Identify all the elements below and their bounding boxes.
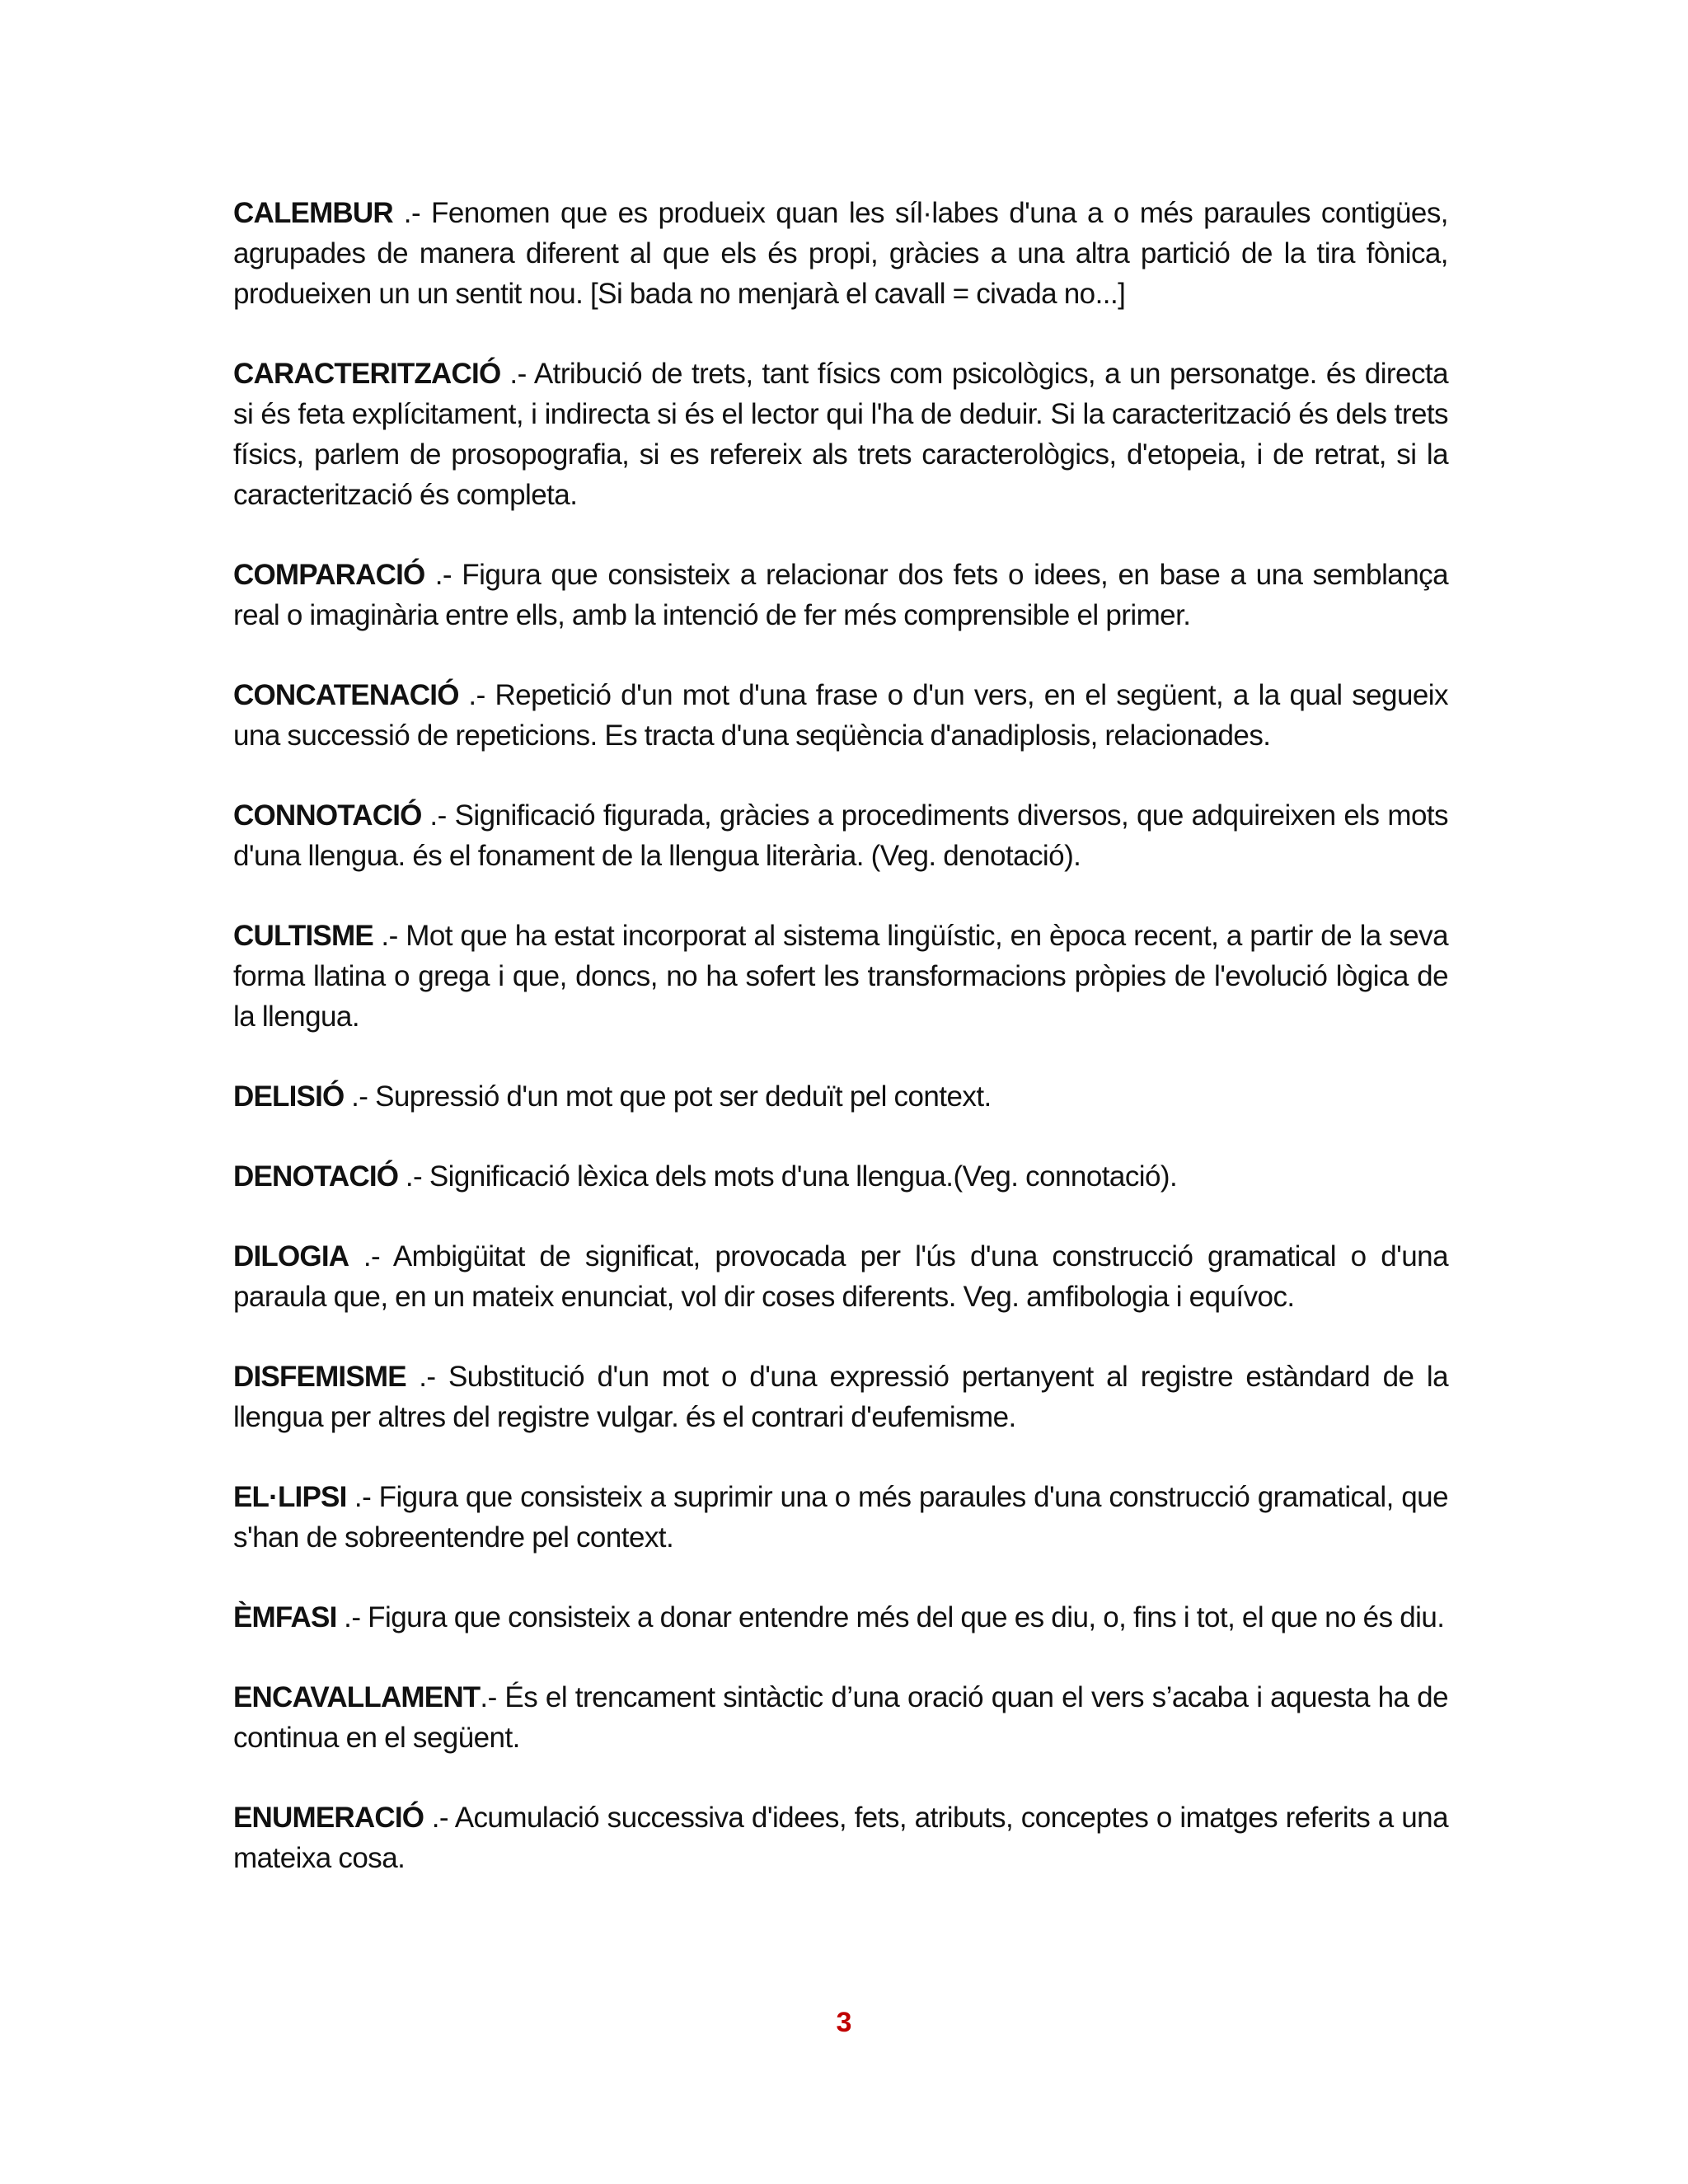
glossary-entry: [233, 795, 1448, 876]
entry-definition: Repetició d'un mot d'una frase o d'un vers, en el següent, a la qual segueix una successió de repeticions. Es tracta d'una seqüència d'anadiplosis, relacionades.: [233, 679, 1448, 752]
entry-separator: .-: [344, 1080, 376, 1113]
entry-term: DILOGIA: [233, 1240, 349, 1272]
entry-term: CONNOTACIÓ: [233, 799, 422, 832]
glossary-entry: [233, 1156, 1448, 1197]
page-number: 3: [836, 2007, 852, 2038]
entry-separator: .-: [349, 1240, 393, 1272]
entry-term: CONCATENACIÓ: [233, 679, 459, 711]
glossary-entry: [233, 1357, 1448, 1437]
entry-separator: .-: [336, 1601, 368, 1633]
entry-term: CULTISME: [233, 920, 373, 952]
entry-term: ENUMERACIÓ: [233, 1802, 424, 1834]
entry-term: ENCAVALLAMENT: [233, 1681, 481, 1713]
entry-definition: Substitució d'un mot o d'una expressió pertanyent al registre estàndard de la llengua per altres del registre vulgar. és el contrari d'eufemisme.: [233, 1361, 1448, 1433]
entry-separator: .-: [424, 1802, 455, 1834]
glossary-entry: [233, 1236, 1448, 1317]
entry-term: DELISIÓ: [233, 1080, 345, 1113]
entry-definition: Atribució de trets, tant físics com psicològics, a un personatge. és directa si és feta explícitament, i indirecta si és el lector qui l'ha de deduir. Si la caracterització és dels trets físics, parlem de prosopografia, si es refereix als trets caracterològics, d'etopeia, i de retrat, si la caracterització és completa.: [233, 358, 1448, 511]
entry-term: DISFEMISME: [233, 1361, 406, 1393]
entry-term: COMPARACIÓ: [233, 559, 425, 591]
entry-definition: Figura que consisteix a suprimir una o més paraules d'una construcció gramatical, que s'han de sobreentendre pel context.: [233, 1481, 1448, 1554]
entry-definition: Acumulació successiva d'idees, fets, atributs, conceptes o imatges referits a una mateixa cosa.: [233, 1802, 1448, 1874]
entry-separator: .-: [424, 559, 462, 591]
entry-separator: .-: [373, 920, 406, 952]
entry-term: ÈMFASI: [233, 1601, 337, 1633]
entry-separator: .-: [406, 1361, 448, 1393]
entry-separator: .-: [458, 679, 495, 711]
entry-definition: Significació lèxica dels mots d'una llengua.(Veg. connotació).: [429, 1160, 1178, 1193]
glossary-entry: [233, 675, 1448, 756]
entry-separator: .-: [398, 1160, 429, 1193]
entry-separator: .-: [480, 1681, 505, 1713]
glossary-entry: [233, 193, 1448, 314]
glossary-entry: [233, 555, 1448, 635]
entry-definition: És el trencament sintàctic d’una oració quan el vers s’acaba i aquesta ha de continua en el següent.: [233, 1681, 1448, 1754]
glossary-entry: [233, 1477, 1448, 1558]
entry-definition: Mot que ha estat incorporat al sistema lingüístic, en època recent, a partir de la seva forma llatina o grega i que, doncs, no ha sofert les transformacions pròpies de l'evolució lògica de la llengua.: [233, 920, 1448, 1033]
entry-definition: Figura que consisteix a relacionar dos fets o idees, en base a una semblança real o imaginària entre ells, amb la intenció de fer més comprensible el primer.: [233, 559, 1448, 631]
entry-separator: .-: [421, 799, 455, 832]
entry-definition: Fenomen que es produeix quan les síl·labes d'una a o més paraules contigües, agrupades de manera diferent al que els és propi, gràcies a una altra partició de la tira fònica, produeixen un un sentit nou. [Si bada no menjarà el cavall = civada no...]: [233, 197, 1448, 310]
glossary-entry: [233, 1797, 1448, 1878]
glossary-entry: [233, 1597, 1448, 1638]
glossary-entry: [233, 1076, 1448, 1117]
entry-definition: Ambigüitat de significat, provocada per l'ús d'una construcció gramatical o d'una paraula que, en un mateix enunciat, vol dir coses diferents. Veg. amfibologia i equívoc.: [233, 1240, 1448, 1313]
entry-term: DENOTACIÓ: [233, 1160, 399, 1193]
glossary-entry: [233, 1677, 1448, 1758]
glossary-entry: [233, 354, 1448, 515]
entry-definition: Figura que consisteix a donar entendre més del que es diu, o, fins i tot, el que no és diu.: [368, 1601, 1445, 1633]
entry-term: CARACTERITZACIÓ: [233, 358, 501, 390]
entry-separator: .-: [346, 1481, 379, 1513]
entry-definition: Significació figurada, gràcies a procediments diversos, que adquireixen els mots d'una llengua. és el fonament de la llengua literària. (Veg. denotació).: [233, 799, 1448, 872]
glossary-list: [233, 193, 1448, 1918]
entry-separator: .-: [500, 358, 534, 390]
entry-separator: .-: [392, 197, 432, 229]
entry-definition: Supressió d'un mot que pot ser deduït pel context.: [375, 1080, 992, 1113]
entry-term: CALEMBUR: [233, 197, 393, 229]
entry-term: EL·LIPSI: [233, 1481, 347, 1513]
glossary-entry: [233, 916, 1448, 1037]
